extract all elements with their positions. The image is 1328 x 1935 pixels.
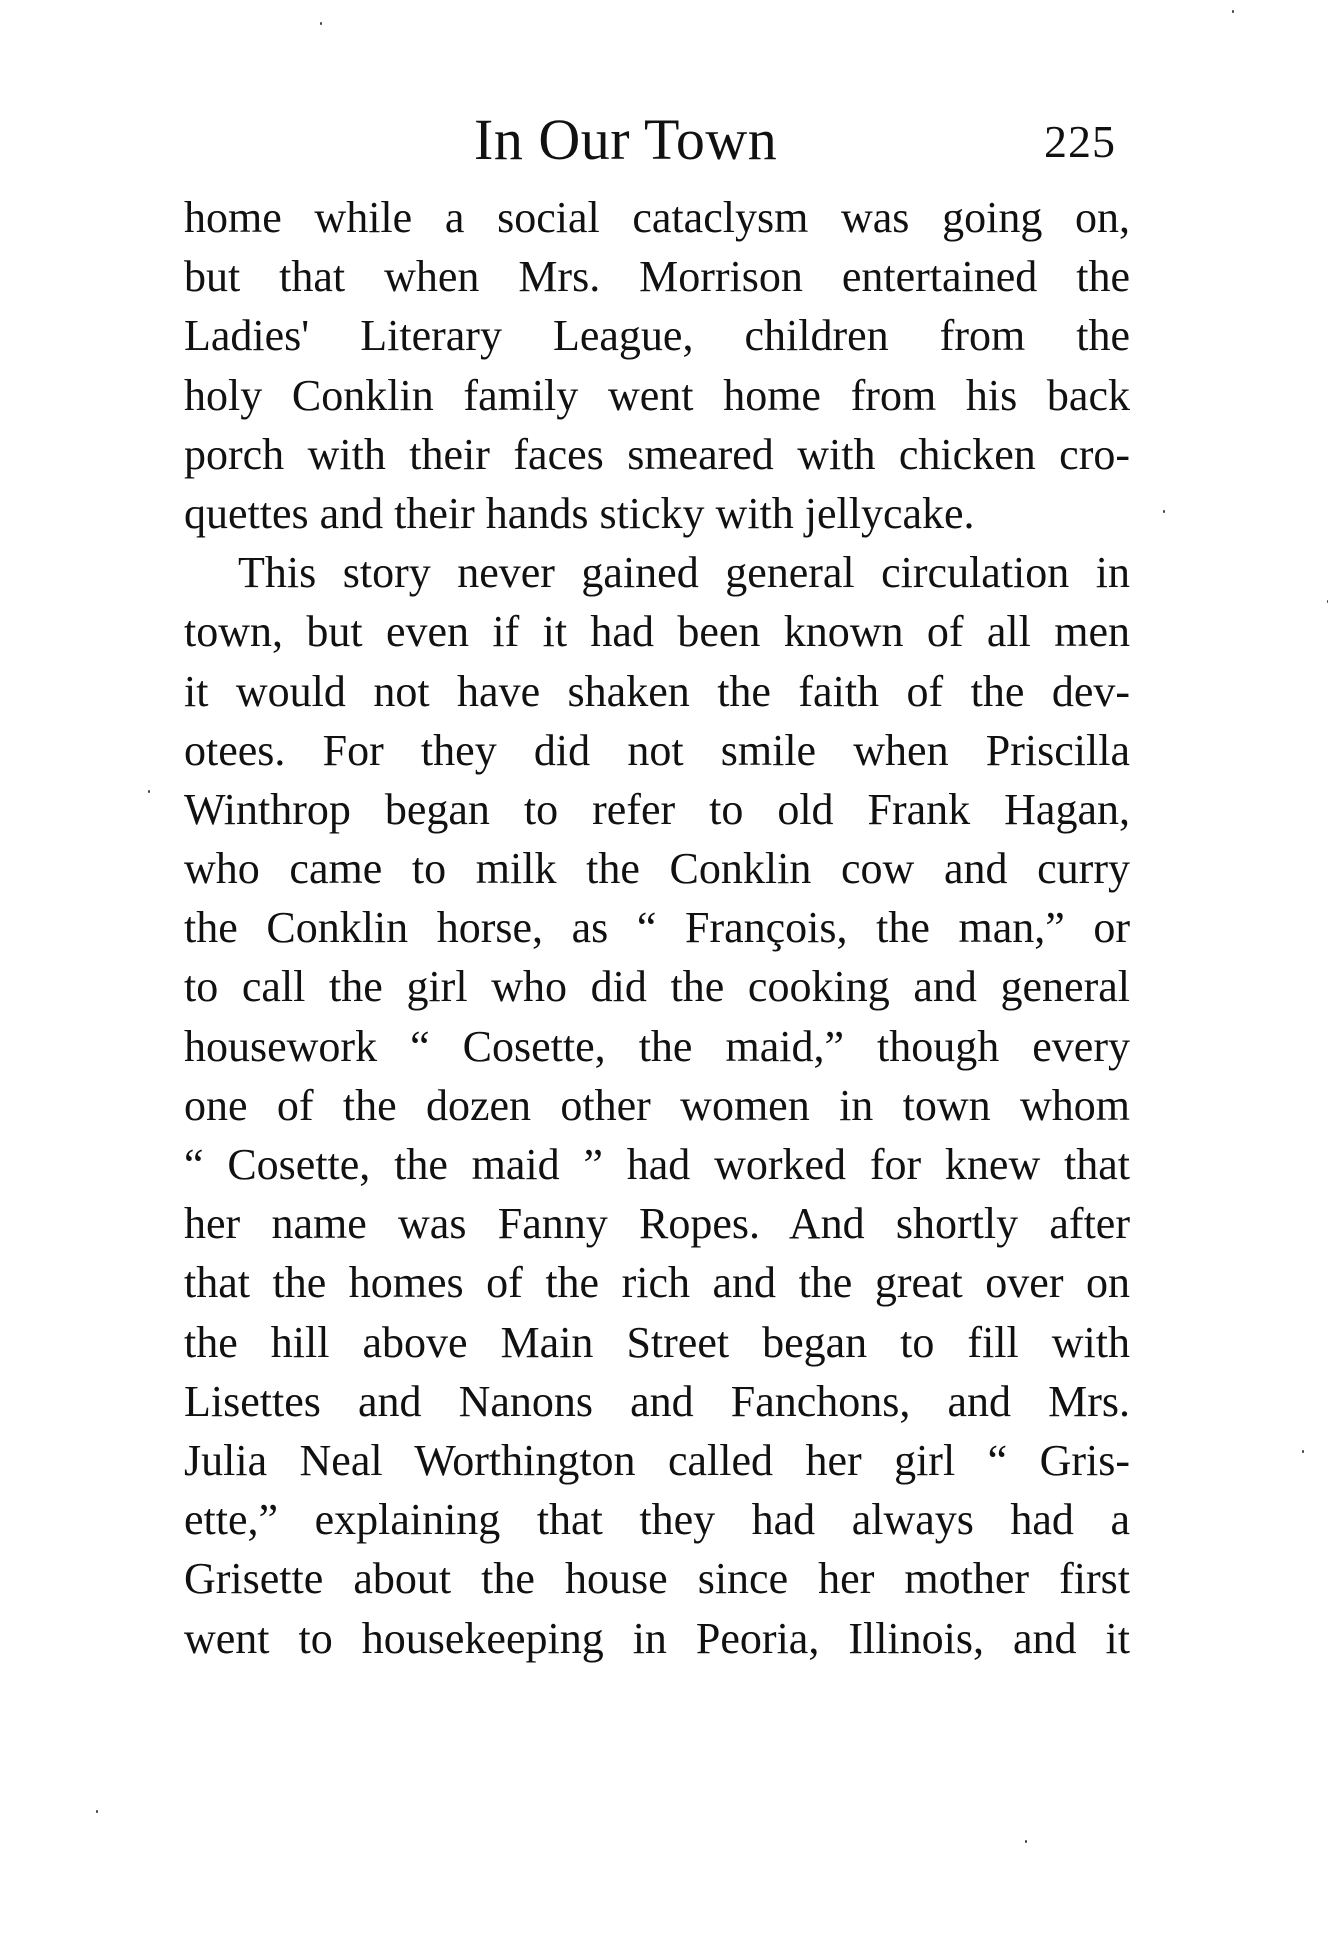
text-line: but that when Mrs. Morrison entertained the [184,252,1130,302]
text-line: porch with their faces smeared with chicken cro- [184,429,1130,479]
text-line: “ Cosette, the maid ” had worked for knew that [184,1140,1130,1189]
text-line: to call the girl who did the cooking and general [184,962,1130,1012]
scan-speck [96,1810,98,1813]
text-line: holy Conklin family went home from his back [184,370,1130,420]
text-line: it would not have shaken the faith of the dev- [184,666,1130,716]
text-line: Grisette about the house since her mother first [184,1554,1130,1604]
text-line: otees. For they did not smile when Priscilla [184,725,1130,775]
text-line: who came to milk the Conklin cow and curry [184,844,1130,894]
body-text [184,188,1130,1668]
text-line: Winthrop began to refer to old Frank Hagan, [184,784,1130,834]
text-line: Lisettes and Nanons and Fanchons, and Mrs. [184,1376,1130,1426]
text-line: her name was Fanny Ropes. And shortly after [184,1199,1130,1249]
text-line: This story never gained general circulation in [238,548,1130,598]
text-line: Julia Neal Worthington called her girl “ Gris- [184,1435,1130,1485]
scan-speck [1232,10,1234,13]
scan-speck [1163,510,1165,513]
text-line: went to housekeeping in Peoria, Illinois, and it [184,1613,1130,1663]
text-line: ette,” explaining that they had always had a [184,1495,1130,1545]
running-title: In Our Town [474,107,778,172]
scan-speck [1025,1840,1027,1843]
text-line: one of the dozen other women in town whom [184,1080,1130,1130]
scan-speck [148,790,150,793]
paragraph-1 [184,188,1130,543]
text-line: housework “ Cosette, the maid,” though every [184,1021,1130,1071]
paragraph-2 [184,543,1130,1668]
text-line: the hill above Main Street began to fill with [184,1317,1130,1367]
text-line: Ladies' Literary League, children from the [184,311,1130,361]
text-line: the Conklin horse, as “ François, the man,” or [184,903,1130,953]
text-line: home while a social cataclysm was going on, [184,193,1130,242]
running-head [184,105,1134,175]
text-line: that the homes of the rich and the great over on [184,1258,1130,1308]
scan-speck [1302,1450,1304,1453]
page-number: 225 [1044,116,1116,167]
scan-speck [320,22,322,25]
text-line: quettes and their hands sticky with jellycake. [184,488,975,538]
text-line: town, but even if it had been known of all men [184,607,1130,657]
